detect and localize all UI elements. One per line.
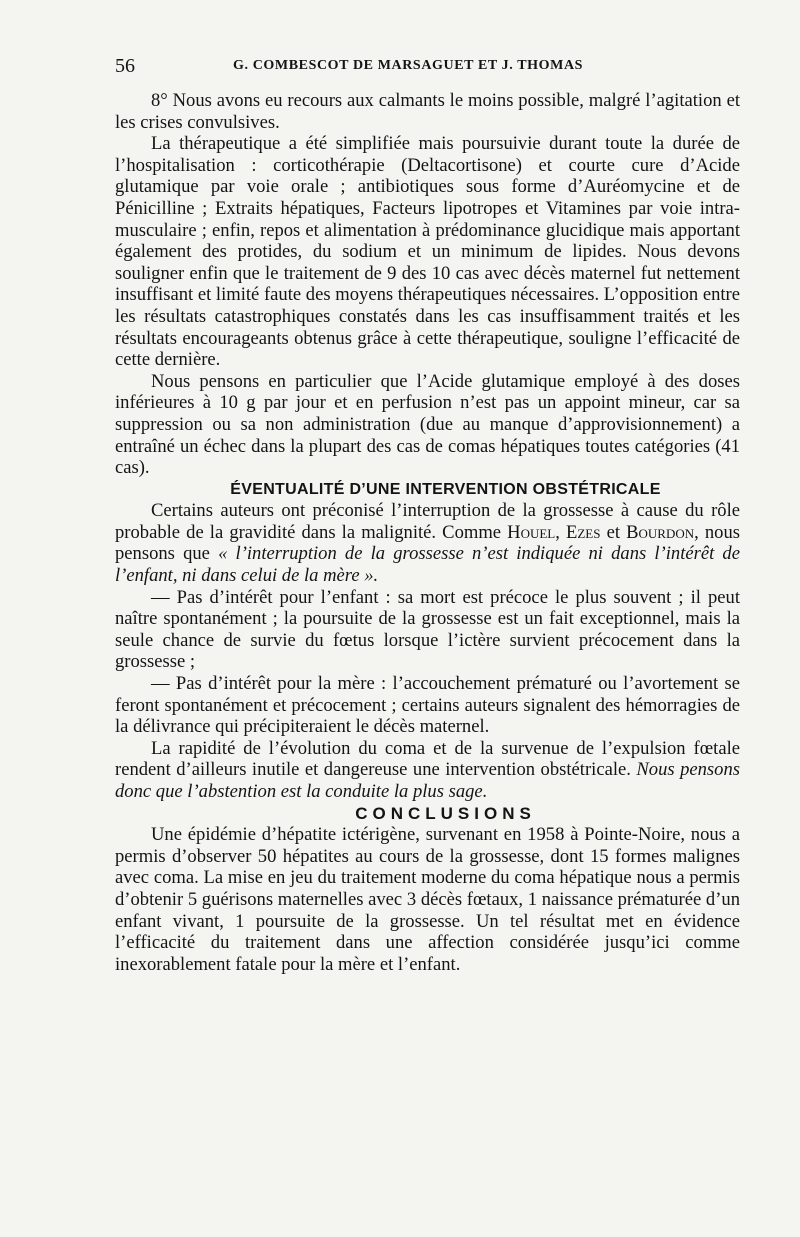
paragraph-therapeutics: La thérapeutique a été simplifiée mais poursuivie durant toute la durée de l’hospitalisation : corticothérapie (Deltacortisone) et courte cure d’Acide glutamique par voie orale ; antibiotiques sous forme d’Auréomycine et de Pénicilline ; Extraits hépatiques, Facteurs lipotropes et Vitamines par voie intra-musculaire ; enfin, repos et alimentation à prédominance glucidique mais apportant également des protides, du sodium et un minimum de lipides. Nous devons souligner enfin que le traitement de 9 des 10 cas avec décès maternel fut nettement insuffisant et limité faute des moyens thérapeutiques nécessaires. L’opposition entre les résultats catastrophiques constatés dans les cas insuffisamment traités et les résultats encourageants obtenus grâce à cette thérapeutique, souligne l’efficacité de cette dernière. xyxy=(115,133,740,371)
paragraph-text: La rapidité de l’évolution du coma et de la survenue de l’expulsion fœtale rendent d’ailleurs inutile et dangereuse une intervention obstétricale. xyxy=(115,737,740,781)
running-title: G. COMBESCOT DE MARSAGUET ET J. THOMAS xyxy=(233,58,584,73)
paragraph-conclusions: Une épidémie d’hépatite ictérigène, survenant en 1958 à Pointe-Noire, nous a permis d’observer 50 hépatites au cours de la grossesse, dont 15 formes malignes avec coma. La mise en jeu du traitement moderne du coma hépatique nous a permis d’obtenir 5 guérisons maternelles avec 3 décès fœtaux, 1 naissance prématurée d’un enfant vivant, 1 poursuite de la grossesse. Un tel résultat met en évidence l’efficacité du traitement dans une affection considérée jusqu’ici comme inexorablement fatale pour la mère et l’enfant. xyxy=(115,824,740,975)
paragraph-mother-interest: — Pas d’intérêt pour la mère : l’accouchement prématuré ou l’avortement se feront spontanément et précocement ; certains auteurs signalent des hémorragies de la délivrance qui précipiteraient le décès maternel. xyxy=(115,673,740,738)
paragraph-text: , xyxy=(555,521,566,543)
paragraph-text: Certains auteurs ont préconisé l’interruption de la grossesse à cause du rôle probable de la gravidité dans la malignité. Comme xyxy=(115,500,740,543)
author-name: Ezes xyxy=(566,521,601,543)
author-name: Houel xyxy=(507,521,556,543)
author-name: Bourdon xyxy=(626,521,695,543)
section-title-obstetric-intervention: ÉVENTUALITÉ D’UNE INTERVENTION OBSTÉTRICALE xyxy=(230,480,661,498)
paragraph-text: , nous pensons que xyxy=(115,521,740,565)
paragraph-text: et xyxy=(600,521,627,543)
quotation: « l’interruption de la grossesse n’est indiquée ni dans l’intérêt de l’enfant, ni dans celui de la mère ». xyxy=(115,543,740,587)
page-number: 56 xyxy=(115,55,135,77)
paragraph-abstention xyxy=(115,738,740,803)
page-header xyxy=(115,55,740,79)
emphasized-conclusion: Nous pensons donc que l’abstention est la conduite la plus sage. xyxy=(115,759,740,802)
paragraph-authors-opinion xyxy=(115,500,740,586)
paragraph-sedatives: 8° Nous avons eu recours aux calmants le moins possible, malgré l’agitation et les crises convulsives. xyxy=(115,90,740,133)
paragraph-child-interest: — Pas d’intérêt pour l’enfant : sa mort est précoce le plus souvent ; il peut naître spontanément ; la poursuite de la grossesse est un fait exceptionnel, mais la seule chance de survie du fœtus lorsque l’ictère survient précocement dans la grossesse ; xyxy=(115,586,740,673)
page-body xyxy=(115,90,740,975)
section-title-conclusions: CONCLUSIONS xyxy=(355,803,536,823)
paragraph-glutamic-acid: Nous pensons en particulier que l’Acide glutamique employé à des doses inférieures à 10 g par jour et en perfusion n’est pas un appoint mineur, car sa suppression ou sa non administration (due au manque d’approvisionnement) a entraîné un échec dans la plupart des cas de comas hépatiques toutes catégories (41 cas). xyxy=(115,370,740,479)
